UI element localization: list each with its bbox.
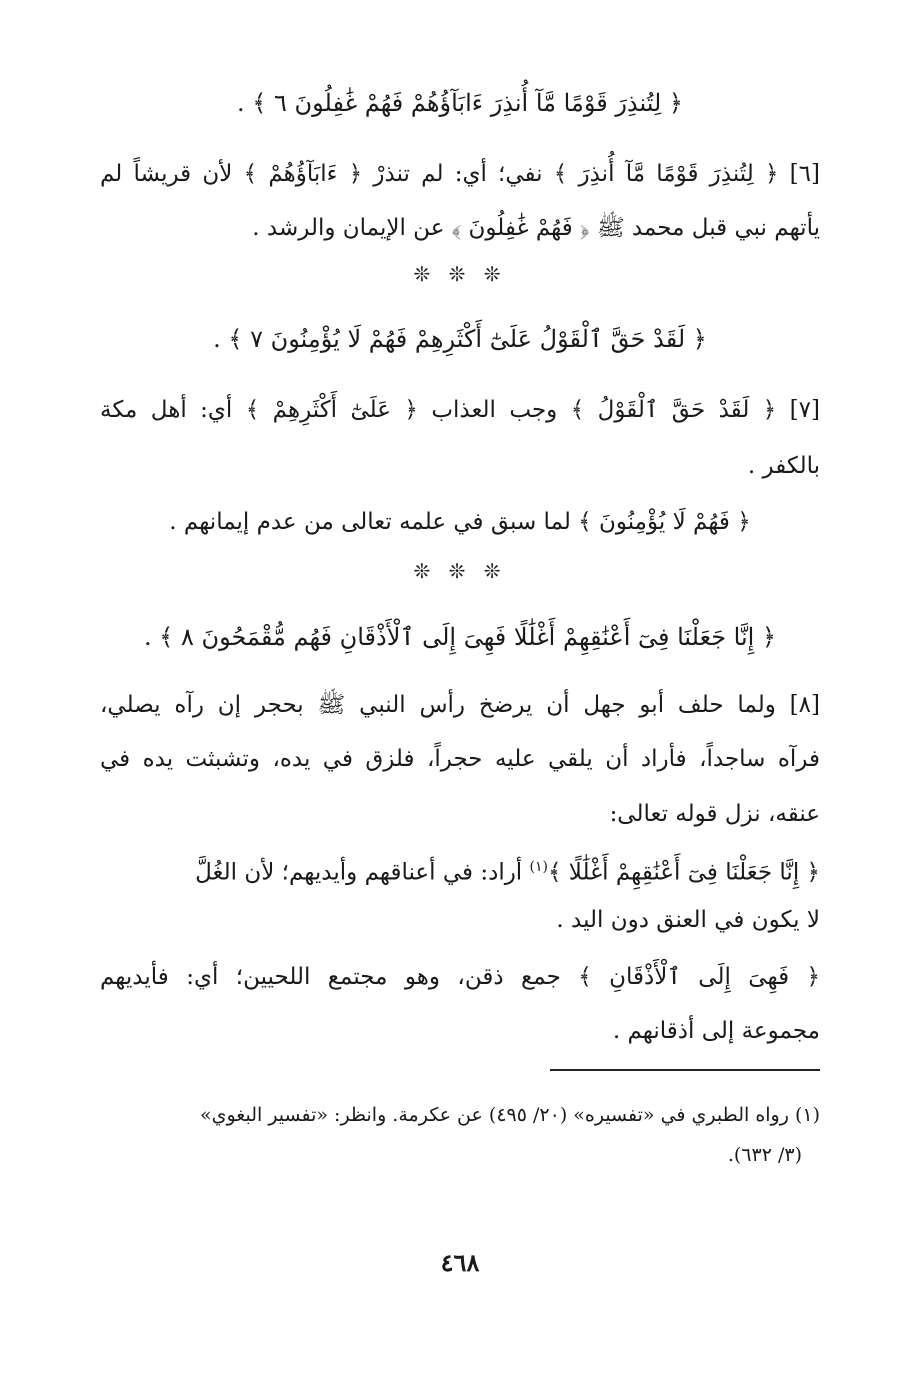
verse-8: ﴿ إِنَّا جَعَلْنَا فِىٓ أَعْنَٰقِهِمْ أَغْلَٰلًا فَهِىَ إِلَى ٱلْأَذْقَانِ فَهُم مُّقْمَحُونَ ٨ ﴾ . (143, 623, 777, 651)
commentary-text: أراد: في أعناقهم وأيديهم؛ لأن الغُلَّ (195, 859, 530, 886)
commentary-6-line-1: [٦] ﴿ لِتُنذِرَ قَوْمًا مَّآ أُنذِرَ ﴾ نفي؛ أي: لم تنذرْ ﴿ ءَابَآؤُهُمْ ﴾ لأن قريشاً لم (100, 161, 820, 187)
commentary-8-line-7: مجموعة إلى أذقانهم . (612, 1018, 820, 1044)
section-separator: ❊ ❊ ❊ (413, 262, 507, 286)
commentary-8-line-1: [٨] ولما حلف أبو جهل أن يرضخ رأس النبي ﷺ بحجر إن رآه يصلي، (100, 692, 820, 718)
page-number: ٤٦٨ (440, 1248, 480, 1277)
footnote-divider (550, 1069, 820, 1071)
footnote-line-1: (١) رواه الطبري في «تفسيره» (٢٠/ ٤٩٥) عن عكرمة. وانظر: «تفسير البغوي» (200, 1104, 820, 1126)
quoted-verse: ﴿ إِنَّا جَعَلْنَا فِىٓ أَعْنَٰقِهِمْ أَغْلَٰلًا ﴾ (547, 859, 820, 886)
commentary-8-line-3: عنقه، نزل قوله تعالى: (609, 801, 820, 827)
verse-6: ﴿ لِتُنذِرَ قَوْمًا مَّآ أُنذِرَ ءَابَآؤُهُمْ فَهُمْ غَٰفِلُونَ ٦ ﴾ . (237, 89, 683, 117)
commentary-8-line-4 (100, 850, 820, 890)
commentary-7-line-2: بالكفر . (747, 453, 820, 479)
commentary-8-line-5: لا يكون في العنق دون اليد . (556, 907, 820, 933)
commentary-8-line-6: ﴿ فَهِىَ إِلَى ٱلْأَذْقَانِ ﴾ جمع ذقن، وهو مجتمع اللحيين؛ أي: فأيديهم (100, 964, 820, 990)
section-separator: ❊ ❊ ❊ (413, 559, 507, 583)
footnote-line-2: (٣/ ٦٣٢). (727, 1144, 802, 1166)
commentary-8-line-2: فرآه ساجداً، فأراد أن يلقي عليه حجراً، فلزق في يده، وتشبثت يده في (100, 746, 820, 772)
verse-7: ﴿ لَقَدْ حَقَّ ٱلْقَوْلُ عَلَىٰٓ أَكْثَرِهِمْ فَهُمْ لَا يُؤْمِنُونَ ٧ ﴾ . (213, 325, 707, 353)
commentary-7-line-1: [٧] ﴿ لَقَدْ حَقَّ ٱلْقَوْلُ ﴾ وجب العذاب ﴿ عَلَىٰٓ أَكْثَرِهِمْ ﴾ أي: أهل مكة (100, 397, 820, 423)
commentary-6-line-2: يأتهم نبي قبل محمد ﷺ ﴿ فَهُمْ غَٰفِلُونَ ﴾ عن الإيمان والرشد . (252, 215, 820, 241)
commentary-7-line-3: ﴿ فَهُمْ لَا يُؤْمِنُونَ ﴾ لما سبق في علمه تعالى من عدم إيمانهم . (169, 509, 751, 535)
footnote-marker[interactable]: (١) (529, 859, 548, 875)
